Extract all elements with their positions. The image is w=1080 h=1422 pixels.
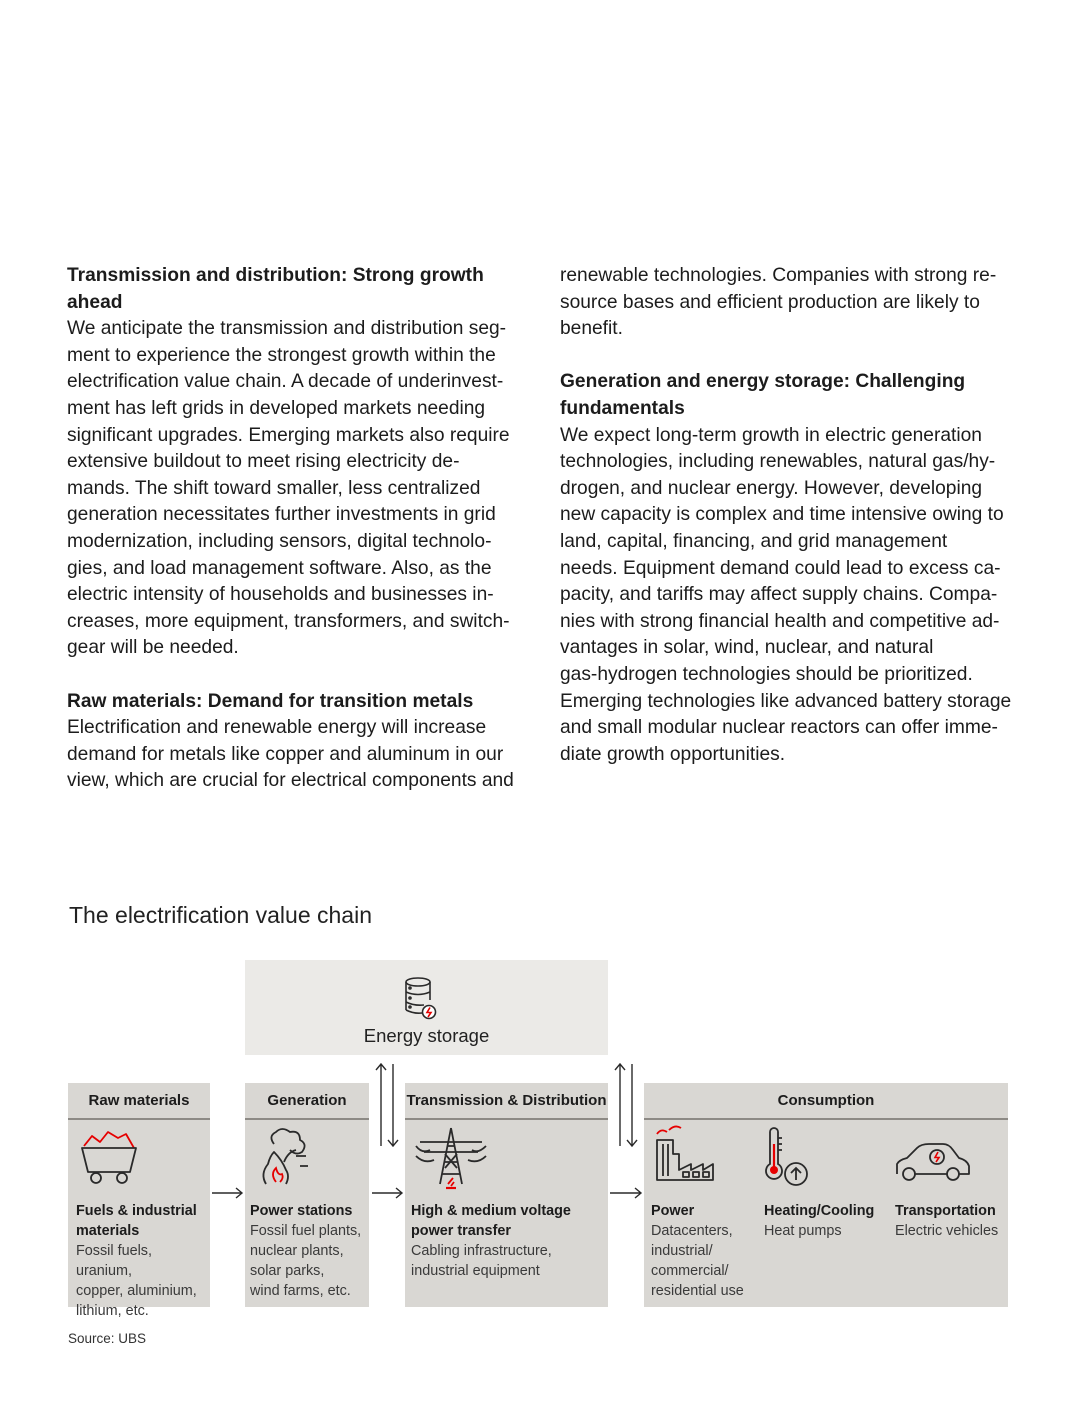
transmission-item-text: Cabling infrastructure, industrial equipment	[411, 1243, 552, 1279]
raw-materials-item-text: Fossil fuels, uranium, copper, aluminium, lithium, etc.	[76, 1243, 197, 1319]
raw-materials-item-title: Fuels & industrial materials	[76, 1203, 197, 1239]
mine-cart-icon	[78, 1126, 140, 1188]
arrow-storage-generation-bidirectional	[374, 1062, 400, 1148]
consumption-item-transportation	[895, 1201, 1005, 1241]
left-column	[67, 263, 522, 821]
arrow-generation-to-transmission	[370, 1186, 405, 1200]
raw-materials-header: Raw materials	[68, 1083, 210, 1120]
electric-car-icon	[893, 1140, 973, 1188]
generation-item-text: Fossil fuel plants, nuclear plants, solar parks, wind farms, etc.	[250, 1223, 362, 1299]
section-heading-generation: Generation and energy storage: Challenging fundamentals	[560, 371, 966, 419]
source-note: Source: UBS	[68, 1331, 147, 1346]
generation-item-title: Power stations	[250, 1203, 353, 1219]
continuation-text: renewable technologies. Companies with strong re- source bases and efficient production are likely to benefit.	[560, 265, 997, 340]
thermometer-icon	[762, 1124, 812, 1190]
diagram-title: The electrification value chain	[69, 902, 372, 928]
battery-storage-icon	[402, 976, 438, 1022]
section-heading-raw-materials: Raw materials: Demand for transition metals	[67, 690, 474, 712]
section-heading-transmission: Transmission and distribution: Strong growth ahead	[67, 265, 484, 313]
power-station-icon	[256, 1126, 314, 1188]
consumption-header: Consumption	[644, 1083, 1008, 1120]
transmission-description	[411, 1201, 601, 1281]
consumption-transportation-title: Transportation	[895, 1203, 996, 1219]
consumption-heating-text: Heat pumps	[764, 1223, 842, 1239]
generation-header: Generation	[245, 1083, 369, 1120]
arrow-transmission-to-consumption	[608, 1186, 644, 1200]
consumption-item-heating	[764, 1201, 889, 1241]
consumption-item-power	[651, 1201, 759, 1301]
consumption-heating-title: Heating/Cooling	[764, 1203, 875, 1219]
section-body-generation: We expect long-term growth in electric generation technologies, including renewables, natural gas/hy- drogen, and nuclear energy. However, developing new capacity is complex and time intensive owing to land, capital, financing, and grid management needs. Equipment demand could lead to excess ca- pacity, and tariffs may affect supply chains. Compa- nies with strong financial health and competitive ad- vantages in solar, wind, nuclear, and natural gas-hydrogen technologies should be prioritized. Emerging technologies like advanced battery storage and small modular nuclear reactors can offer imme- diate growth opportunities.	[560, 424, 1012, 765]
consumption-power-text: Datacenters, industrial/ commercial/ residential use	[651, 1223, 744, 1299]
factory-icon	[651, 1124, 717, 1186]
arrow-storage-consumption-bidirectional	[613, 1062, 639, 1148]
consumption-power-title: Power	[651, 1203, 695, 1219]
raw-materials-description	[76, 1201, 210, 1321]
transmission-tower-icon	[412, 1124, 490, 1190]
section-body-transmission: We anticipate the transmission and distribution seg- ment to experience the strongest growth within the electrification value chain. A decade of underinvest- ment has left grids in developed markets needing significant upgrades. Emerging markets also require extensive buildout to meet rising electricity de- mands. The shift toward smaller, less centralized generation necessitates further investments in grid modernization, including sensors, digital technolo- gies, and load management software. Also, as the electric intensity of households and businesses in- creases, more equipment, transformers, and switch- gear will be needed.	[67, 318, 510, 659]
right-column	[560, 263, 1015, 795]
transmission-header: Transmission & Distribution	[405, 1083, 608, 1120]
transmission-item-title: High & medium voltage power transfer	[411, 1203, 571, 1239]
arrow-raw-to-generation	[210, 1186, 245, 1200]
consumption-transportation-text: Electric vehicles	[895, 1223, 999, 1239]
energy-storage-label: Energy storage	[363, 1025, 490, 1046]
section-body-raw-materials: Electrification and renewable energy will increase demand for metals like copper and aluminum in our view, which are crucial for electrical components and	[67, 717, 514, 792]
generation-description	[250, 1201, 369, 1301]
